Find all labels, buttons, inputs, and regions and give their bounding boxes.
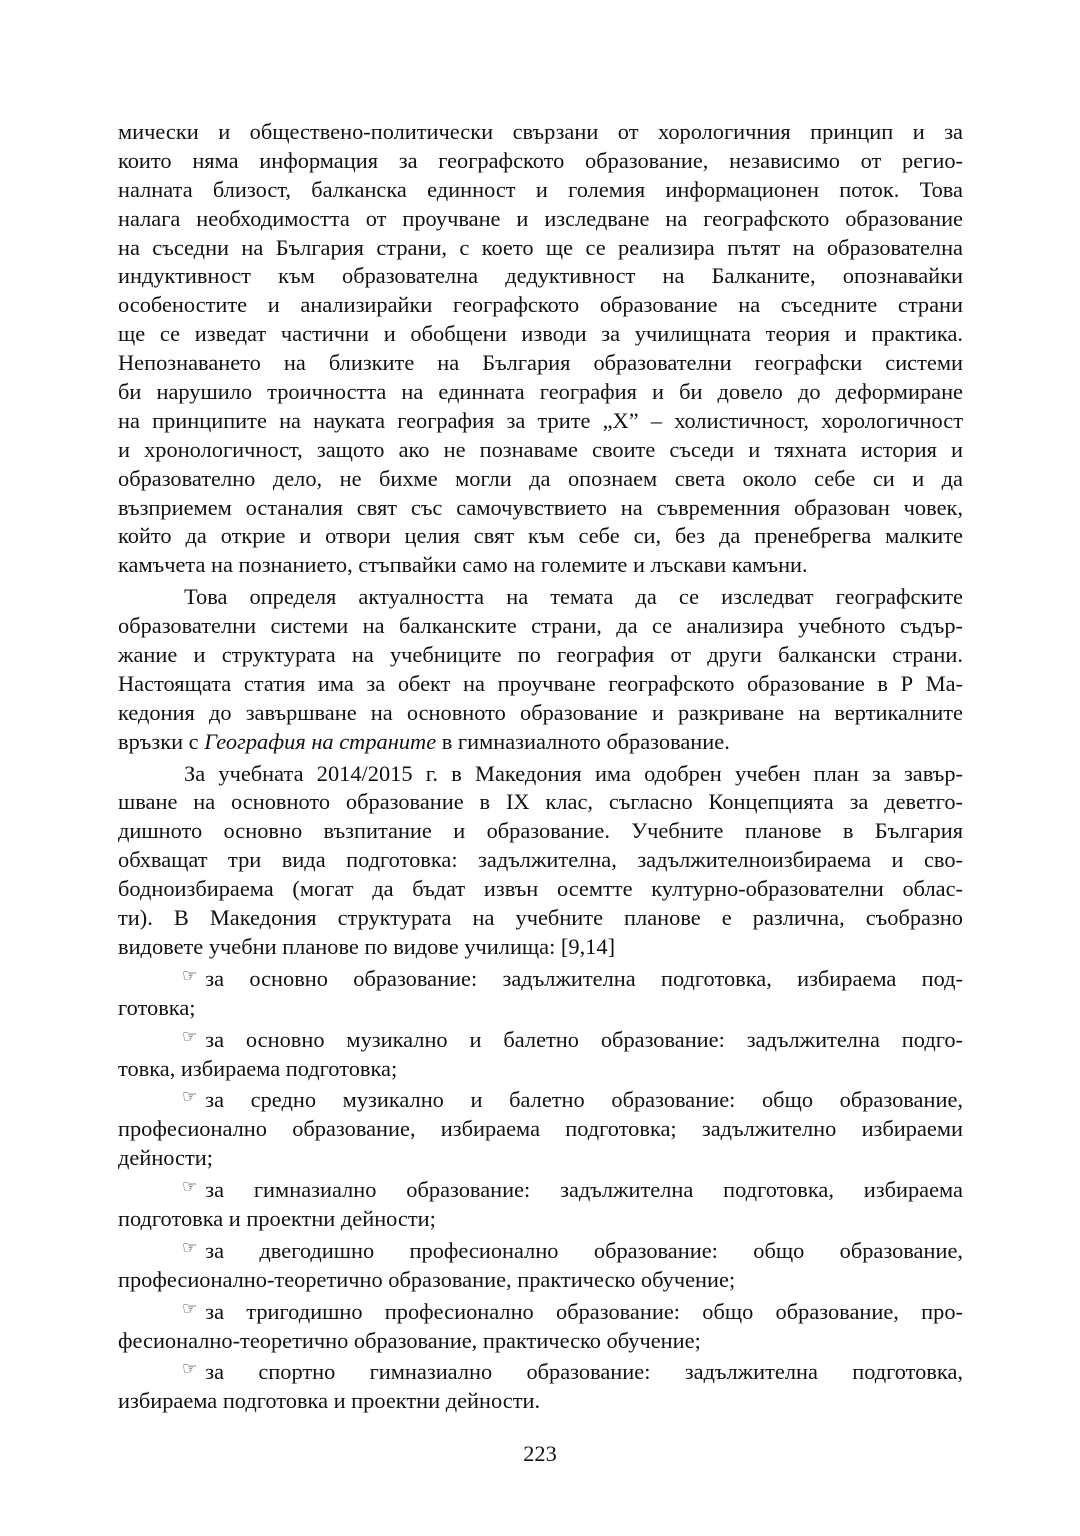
bullet-text: за гимназиално образование: задължителна подготовка, избираема [205,1177,963,1203]
bullet-text: за спортно гимназиално образование: задължителна подготовка, [205,1359,963,1385]
list-item [118,1237,963,1295]
bullet-text: за основно образование: задължителна подготовка, избираема под- [205,965,963,991]
text-line: на принципите на науката география за трите „Х” – холистичност, хорологичност [118,407,963,433]
pointing-hand-icon: ☞ [182,1237,198,1258]
bullet-text: за основно музикално и балетно образование: задължителна подго- [205,1026,963,1052]
pointing-hand-icon: ☞ [182,1087,198,1108]
list-item [118,1086,963,1173]
text-line: и хронологичност, защото ако не познаваме своите съседи и тяхната история и [118,436,963,462]
list-item [118,1026,963,1084]
text-line: За учебната 2014/2015 г. в Македония има одобрен учебен план за завър- [184,760,963,786]
text-line: товка, избираема подготовка; [118,1055,398,1081]
text-line: шване на основното образование в IX клас, съгласно Концепцията за деветго- [118,789,963,815]
pointing-hand-icon: ☞ [182,1298,198,1319]
text-line: Настоящата статия има за обект на проучване географското образование в Р Ма- [118,670,963,696]
text-line: камъчета на познанието, стъпвайки само на големите и лъскави камъни. [118,552,808,578]
text-line: обхващат три вида подготовка: задължителна, задължителноизбираема и сво- [118,847,963,873]
pointing-hand-icon: ☞ [182,1359,198,1380]
text-line [118,1237,963,1266]
text-line [118,1176,963,1205]
list-item [118,1298,963,1356]
text-line: жание и структурата на учебниците по география от други балкански страни. [118,642,963,668]
bullet-text: за тригодишно професионално образование: общо образование, про- [205,1298,963,1324]
text-line: налната близост, балканска единност и големия информационен поток. Това [118,176,963,202]
text-line: видовете учебни планове по видове училища: [9,14] [118,933,616,959]
text-line: избираема подготовка и проектни дейности. [118,1388,541,1414]
text-line: Непознаването на близките на България образователни географски системи [118,350,963,376]
text-line: мически и обществено-политически свързани от хорологичния принцип и за [118,119,963,144]
bullet-list [118,965,963,1416]
pointing-hand-icon: ☞ [182,1026,198,1047]
bullet-text: за средно музикално и балетно образование: общо образование, [205,1087,963,1113]
text-line: образователни системи на балканските страни, да се анализира учебното съдър- [118,613,963,639]
text-line: кедония до завършване на основното образование и разкриване на вертикалните [118,699,963,725]
list-item [118,1358,963,1416]
page-number: 223 [523,1441,557,1466]
text-line [118,1026,963,1055]
text-line: готовка; [118,994,196,1020]
text-line: подготовка и проектни дейности; [118,1205,436,1231]
text-line: дейности; [118,1145,213,1171]
text-line: Това определя актуалността на темата да се изследват географските [184,584,963,610]
text-line: би нарушило троичността на единната география и би довело до деформиране [118,379,963,405]
italic-title: География на страните [204,728,437,754]
text-line [118,1358,963,1387]
text-line: които няма информация за географското образование, независимо от регио- [118,147,963,173]
list-item [118,965,963,1023]
pointing-hand-icon: ☞ [182,1177,198,1198]
text-line: ти). В Македония структурата на учебните планове е различна, съобразно [118,905,963,931]
text-line [118,1086,963,1115]
text-line: индуктивност към образователна дедуктивност на Балканите, опознавайки [118,263,963,289]
text-line: дишното основно възпитание и образование. Учебните планове в България [118,818,963,844]
text-line: професионално образование, избираема подготовка; задължително избираеми [118,1116,963,1142]
text-line: налага необходимостта от проучване и изследване на географското образование [118,205,963,231]
text-line: бодноизбираема (могат да бъдат извън осемтте културно-образователни облас- [118,876,963,902]
text-line: професионално-теоретично образование, практическо обучение; [118,1266,736,1292]
paragraph-3 [118,760,963,962]
text-run: връзки с [118,728,205,754]
text-line: фесионално-теоретично образование, практическо обучение; [118,1327,701,1353]
text-line: ще се изведат частични и обобщени изводи за училищната теория и практика. [118,321,963,347]
paragraph-2 [118,583,963,756]
bullet-text: за двегодишно професионално образование: общо образование, [205,1237,963,1263]
text-line: възприемем останалия свят със самочувствието на съвременния образован човек, [118,494,963,520]
paragraph-1 [118,118,963,580]
text-line [118,728,963,757]
text-line [118,1298,963,1327]
pointing-hand-icon: ☞ [182,965,198,986]
list-item [118,1176,963,1234]
page-body [118,118,963,1416]
text-line: на съседни на България страни, с което ще се реализира пътят на образователна [118,234,963,260]
text-line: който да открие и отвори целия свят към себе си, без да пренебрегва малките [118,523,963,549]
text-line [118,965,963,994]
text-line: образователно дело, не бихме могли да опознаем света около себе си и да [118,465,963,491]
text-run: в гимназиалното образование. [436,728,730,754]
text-line: особеностите и анализирайки географското образование на съседните страни [118,292,963,318]
